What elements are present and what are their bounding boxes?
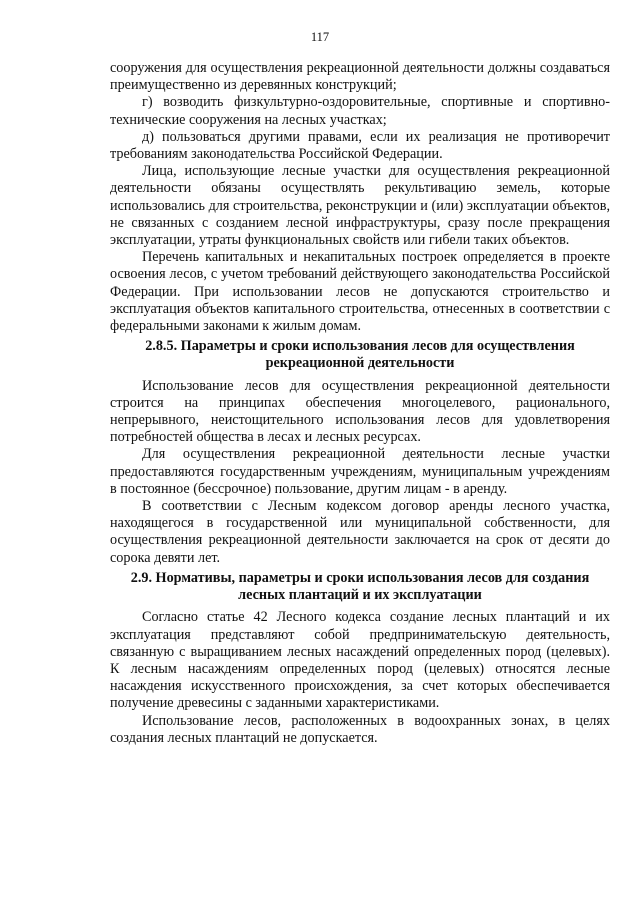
heading-line: лесных плантаций и их эксплуатации <box>238 587 482 604</box>
paragraph: Использование лесов для осуществления рекреационной деятельности строится на принципах обеспечения многоцелевого, рационального, непрерывного, неистощительного использования лесов для удовлетворения потребностей общества в лесах и лесных ресурсах. <box>110 377 610 446</box>
paragraph: В соответствии с Лесным кодексом договор аренды лесного участка, находящегося в государственной или муниципальной собственности, для осуществления рекреационной деятельности заключается на срок от десяти до сорока девяти лет. <box>110 498 610 566</box>
heading-line: 2.9. Нормативы, параметры и сроки использования лесов для создания <box>130 569 590 586</box>
paragraph: г) возводить физкультурно-оздоровительные, спортивные и спортивно-технические сооружения на лесных участках; <box>110 94 610 128</box>
paragraph: Лица, использующие лесные участки для осуществления рекреационной деятельности обязаны осуществлять рекультивацию земель, которые использовались для строительства, реконструкции и (или) эксплуатации объектов, не связанных с созданием лесной инфраструктуры, сразу после прекращения эксплуатации, утраты функциональных свойств или гибели таких объектов. <box>110 163 610 249</box>
page-number: 117 <box>310 30 330 44</box>
section-intro <box>110 60 610 335</box>
heading-line: рекреационной деятельности <box>265 355 455 372</box>
section-heading-2-8-5 <box>110 338 610 372</box>
paragraph: Для осуществления рекреационной деятельности лесные участки предоставляются государственным учреждениям, муниципальным учреждениям в постоянное (бессрочное) пользование, другим лицам - в аренду. <box>110 446 610 497</box>
page-body <box>110 60 610 747</box>
paragraph: сооружения для осуществления рекреационной деятельности должны создаваться преимущественно из деревянных конструкций; <box>110 60 610 94</box>
section-2-8-5-body <box>110 378 610 567</box>
heading-line: 2.8.5. Параметры и сроки использования лесов для осуществления <box>145 338 575 355</box>
paragraph: д) пользоваться другими правами, если их реализация не противоречит требованиям законодательства Российской Федерации. <box>110 128 610 163</box>
paragraph: Согласно статье 42 Лесного кодекса создание лесных плантаций и их эксплуатация представляют собой предпринимательскую деятельность, связанную с выращиванием лесных насаждений определенных пород (целевых). К лесным насаждениям определенных пород (целевых) относятся лесные насаждения искусственного происхождения, за счет которых обеспечивается получение древесины с заданными характеристиками. <box>110 609 610 712</box>
paragraph: Перечень капитальных и некапитальных построек определяется в проекте освоения лесов, с учетом требований действующего законодательства Российской Федерации. При использовании лесов не допускаются строительство и эксплуатация объектов капитального строительства, отнесенных в соответствии с федеральными законами к жилым домам. <box>110 249 610 335</box>
section-2-9-body <box>110 609 610 747</box>
section-heading-2-9 <box>110 570 610 604</box>
paragraph: Использование лесов, расположенных в водоохранных зонах, в целях создания лесных плантаций не допускается. <box>110 712 610 746</box>
